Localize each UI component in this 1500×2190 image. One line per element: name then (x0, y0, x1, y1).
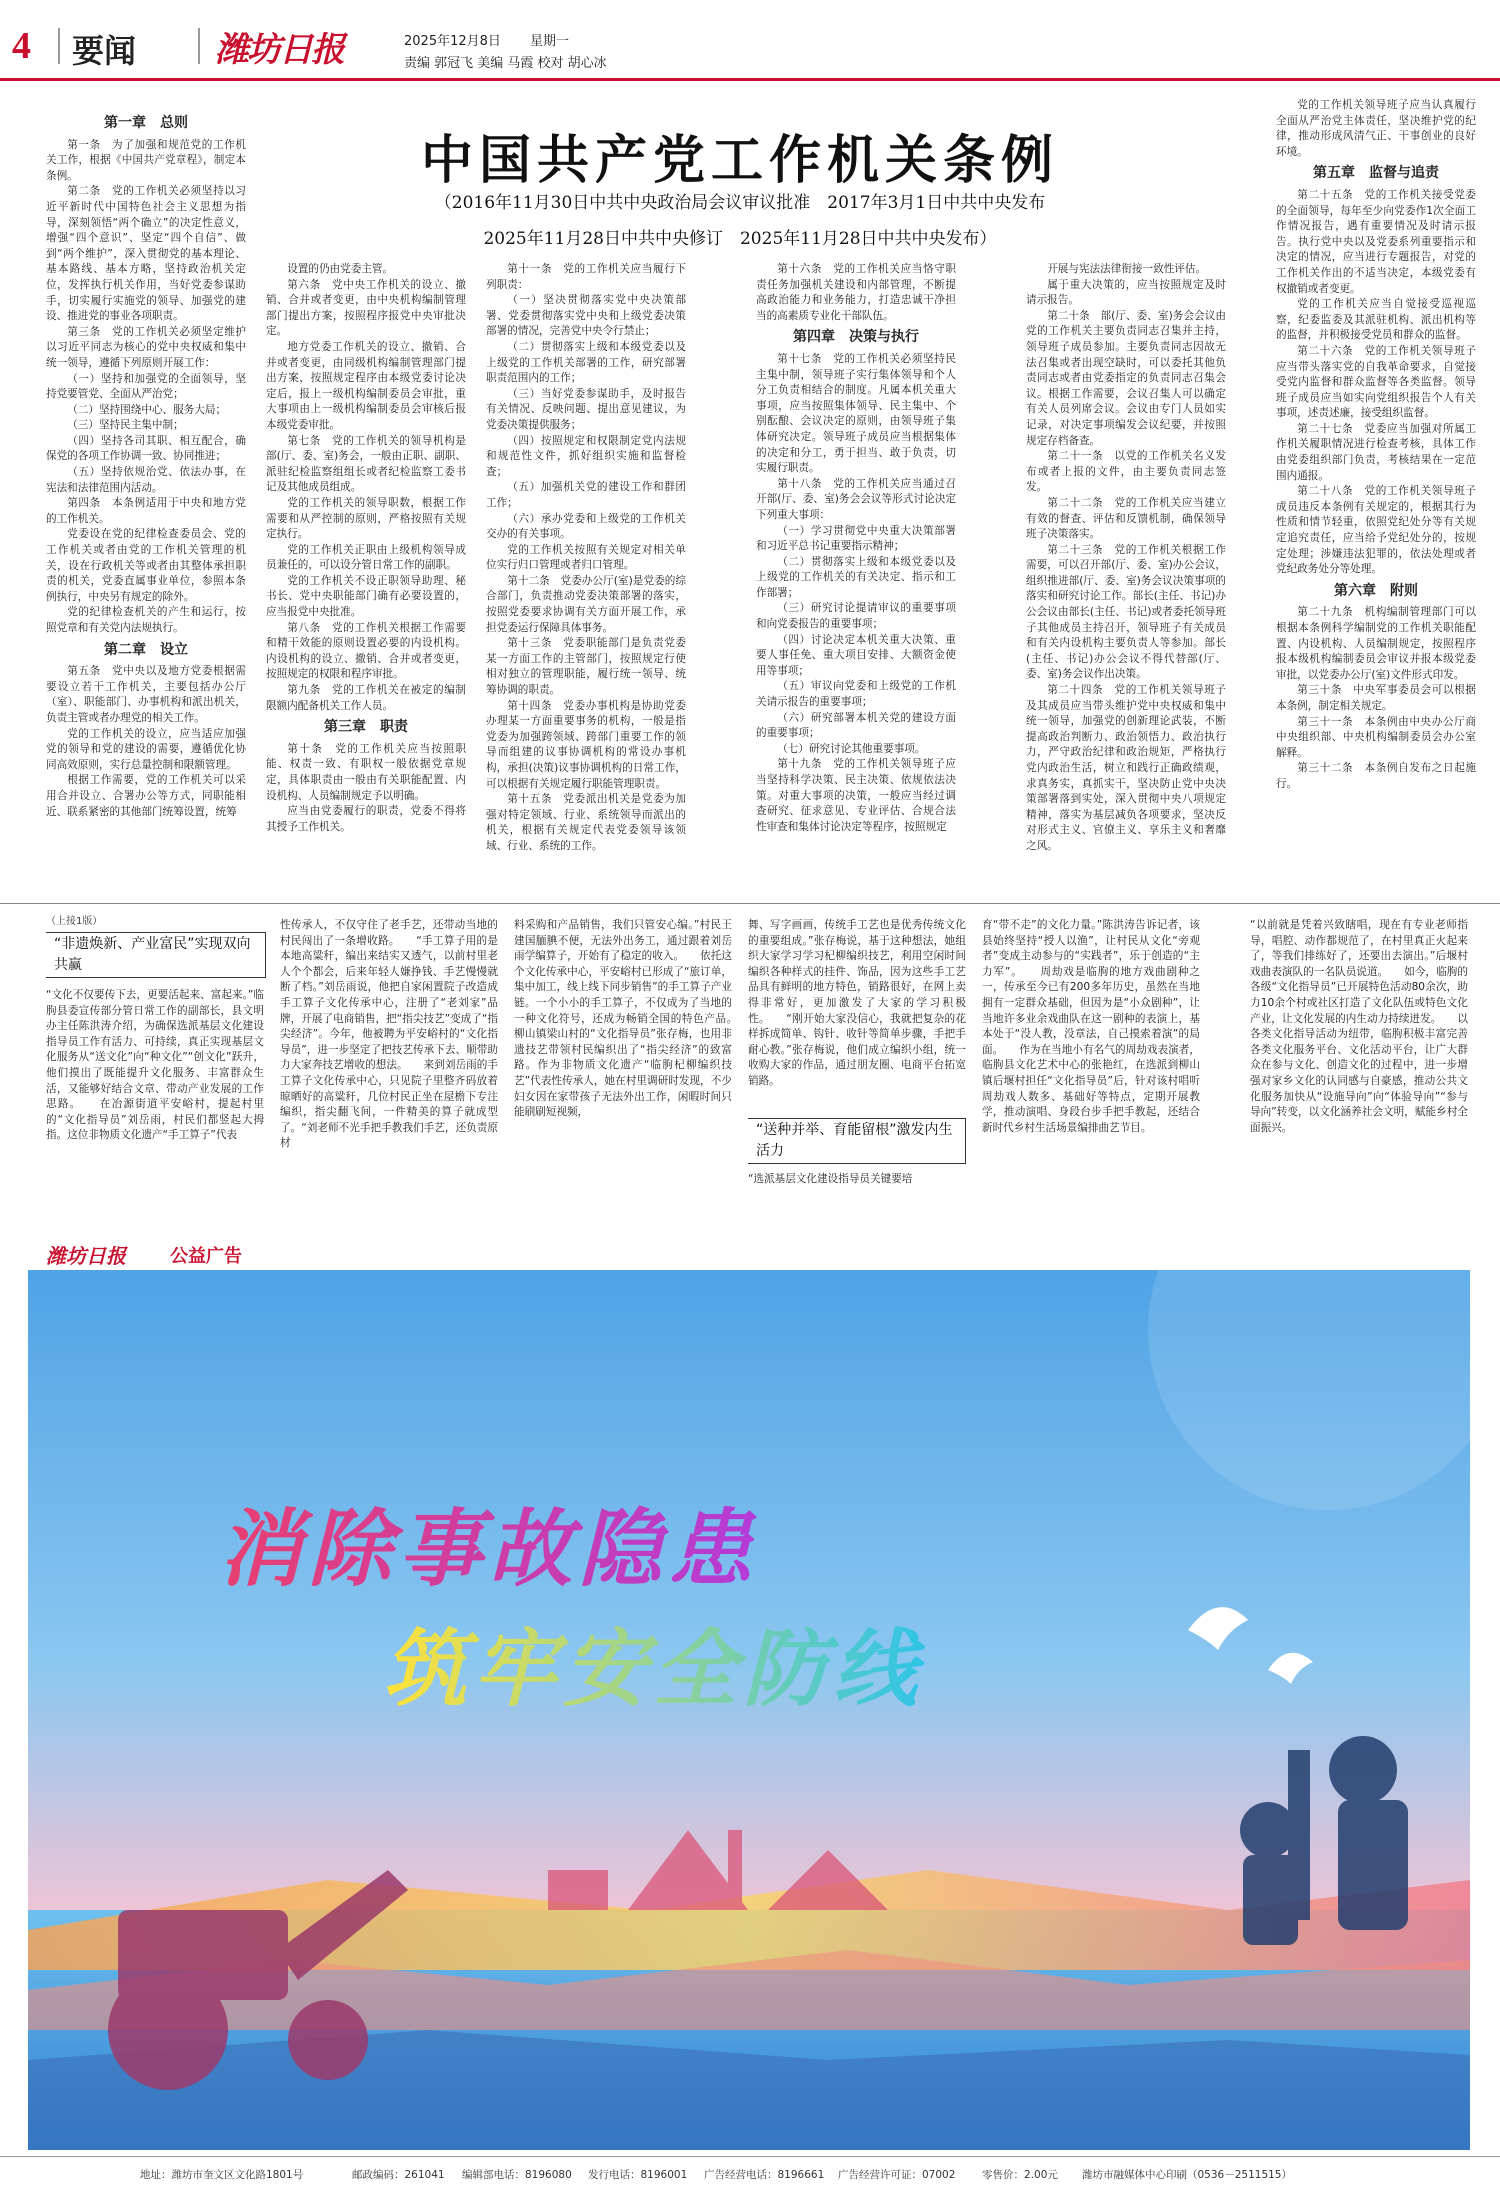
article-subtitle-2: 2025年11月28日中共中央修订 2025年11月28日中共中央发布） (483, 229, 997, 249)
divider (58, 28, 60, 64)
story-column-1: “文化不仅要传下去，更要活起来、富起来。”临朐县委宣传部分管日常工作的副部长，县文明办主任陈洪涛介绍，为确保选派基层文化建设指导员工作有活力、可持续，真正实现基层文化服务从“送文化”向“种文化”“创文化”跃升，他们摸出了既能提升文化服务、丰富群众生活，又能够好结合文章、带动产业发展的工作思路。 在冶源街道平安峪村，提起村里的“文化指导员”刘岳雨，村民们都竖起大拇指。这位非物质文化遗产“手工算子”代表 (46, 989, 264, 1142)
article-paragraph: 第二十条 部(厅、委、室)务会会议由党的工作机关主要负责同志召集并主持，领导班子成员参加。主要负责同志因故无法召集或者出现空缺时，可以委托其他负责同志或者由党委指定的负责同志召集会议。根据工作需要，会议召集人可以确定有关人员列席会议。会议由专门人员如实记录，对决定事项编发会议纪要，并按照规定存档备查。 (1026, 309, 1226, 447)
article-paragraph: 第十七条 党的工作机关必须坚持民主集中制，领导班子实行集体领导和个人分工负责相结合的制度。凡属本机关重大事项，应当按照集体领导、民主集中、个别酝酿、会议决定的原则，由领导班子集体研究决定。领导班子成员应当根据集体的决定和分工，勇于担当、敢于负责，切实履行职责。 (756, 352, 956, 475)
chapter-heading: 第一章 总则 (104, 115, 188, 131)
article-paragraph: （一）坚持和加强党的全面领导，坚持党要管党、全面从严治党； (46, 372, 246, 401)
article-column-5 (1026, 262, 1226, 898)
story-column-4: 舞、写字画画，传统手工艺也是优秀传统文化的重要组成。”张存梅说，基于这种想法，她组织大家学习学习杞柳编织技艺，利用空闲时间编织各种样式的挂件、饰品，因为这些手工艺品具有鲜明的地方特色，销路很好，在网上卖得非常好，更加激发了大家的学习积极性。 “刚开始大家没信心，我就把复杂的花样拆成简单、钩针、收针等简单步骤，手把手耐心教。”张存梅说，他们成立编织小组，统一收购大家的作品，通过朋友圈、电商平台拓宽销路。 (748, 919, 966, 1087)
article-paragraph: 第二十八条 党的工作机关领导班子成员违反本条例有关规定的，根据其行为性质和情节轻重，依照党纪处分等有关规定追究责任，应当给予党纪处分的，按规定处理；涉嫌违法犯罪的，依法处理或者党纪政务处分等处理。 (1276, 485, 1476, 576)
chapter-heading: 第四章 决策与执行 (793, 329, 919, 346)
article-paragraph: 第十八条 党的工作机关应当通过召开部(厅、委、室)务会会议等形式讨论决定下列重大事项： (756, 477, 956, 521)
article-paragraph: （五）审议向党委和上级党的工作机关请示报告的重要事项； (756, 680, 956, 709)
masthead (0, 0, 1500, 80)
public-service-ad (28, 1270, 1470, 2150)
weekday: 星期一 (530, 34, 570, 49)
article-paragraph: （一）坚决贯彻落实党中央决策部署、党委贯彻落实党中央和上级党委决策部署的情况，完善党中央令行禁止； (486, 294, 686, 338)
article-paragraph: 第三十条 中央军事委员会可以根据本条例，制定相关规定。 (1276, 684, 1476, 712)
article-paragraph: 第二十三条 党的工作机关根据工作需要，可以召开部(厅、委、室)办公会议，组织推进部(厅、委、室)务会议决策事项的落实和研究讨论工作。部长(主任、书记)办公会议由部长(主任、书记)或者委托领导班子其他成员主持召开，领导班子有关成员和有关内设机构主要负责人等参加。部长(主任、书记)办公会议不得代替部(厅、委、室)务会议作出决策。 (1026, 543, 1226, 681)
article-paragraph: 第七条 党的工作机关的领导机构是部(厅、委、室)务会，一般由正职、副职、派驻纪检监察组组长或者纪检监察工委书记及其他成员组成。 (266, 434, 466, 494)
footer-editorial-phone: 编辑部电话：8196080 (462, 2169, 572, 2181)
article-column-2 (266, 262, 466, 898)
article-paragraph: 第十九条 党的工作机关领导班子应当坚持科学决策、民主决策、依规依法决策。对重大事项的决策，一般应当经过调查研究、征求意见、专业评估、合规合法性审查和集体讨论决定等程序，按照规定 (756, 758, 956, 833)
article-column-1 (46, 110, 246, 898)
article-paragraph: 第二条 党的工作机关必须坚持以习近平新时代中国特色社会主义思想为指导，深刻领悟“两个确立”的决定性意义，增强“四个意识”、坚定“四个自信”、做到“两个维护”，深入贯彻党的基本理论、基本路线、基本方略，坚持政治机关定位，发挥执行机关作用，当好党委参谋助手，切实履行实施党的领导、加强党的建设、推进党的事业各项职责。 (46, 185, 246, 323)
article-paragraph: 第三十二条 本条例自发布之日起施行。 (1276, 762, 1476, 790)
article-paragraph: 第十四条 党委办事机构是协助党委办理某一方面重要事务的机构，一般是指党委为加强跨领域、跨部门重要工作的领导而组建的议事协调机构的常设办事机构，承担(决策)议事协调机构的日常工作，可以根据有关规定履行职能管理职责。 (486, 699, 686, 790)
article-paragraph: 第九条 党的工作机关在被定的编制限额内配备机关工作人员。 (266, 684, 466, 712)
story-column-6: “以前就是凭着兴致瞎唱，现在有专业老师指导，唱腔、动作都规范了，在村里真正火起来了，等我们排练好了，还要出去演出。”后堰村戏曲表演队的一名队员说道。 如今，临朐的各级“文化指导员”已开展特色活动80余次，助力10余个村或社区打造了文化队伍或特色文化产业，让文化发展的内生动力持续迸发。 以各类文化指导活动为纽带，临朐积极丰富完善各类文化服务平台、文化活动平台，让广大群众在参与文化、创造文化的过程中，进一步增强对家乡文化的认同感与自豪感，推动公共文化服务加快从“设施导向”向“体验导向”“参与导向”转变，以文化涵养社会文明，赋能乡村全面振兴。 (1250, 919, 1468, 1134)
article-paragraph: 党的工作机关应当自觉接受巡视巡察，纪委监委及其派驻机构、派出机构等的监督，并积极接受党员和群众的监督。 (1276, 298, 1476, 342)
article-paragraph: （六）承办党委和上级党的工作机关交办的有关事项。 (486, 512, 686, 541)
article-paragraph: 党的工作机关领导班子应当认真履行全面从严治党主体责任，坚决维护党的纪律，推动形成风清气正、干事创业的良好环境。 (1276, 99, 1476, 158)
article-paragraph: （二）贯彻落实上级和本级党委以及上级党的工作机关的有关决定、指示和工作部署； (756, 555, 956, 599)
article-paragraph: 党的工作机关正职由上级机构领导成员兼任的，可以设分管日常工作的副职。 (266, 543, 466, 572)
subhead-2-text: “送种并举、育能留根”激发内生活力 (748, 1118, 966, 1164)
article-paragraph: 党委设在党的纪律检查委员会、党的工作机关或者由党的工作机关管理的机关，设在行政机关等或者由其整体承担职责的机关，党委直属事业单位，参照本条例执行，中央另有规定的除外。 (46, 528, 246, 603)
article-paragraph: 第二十四条 党的工作机关领导班子及其成员应当带头维护党中央权威和集中统一领导，加强党的创新理论武装，不断提高政治判断力、政治领悟力、政治执行力，严守政治纪律和政治规矩，严格执行党内政治生活，树立和践行正确政绩观，求真务实，真抓实干，坚决防止党中央决策部署落到实处，深入贯彻中央八项规定精神，落实为基层减负各项要求，坚决反对形式主义、官僚主义、享乐主义和奢靡之风。 (1026, 684, 1226, 852)
newspaper-logo: 潍坊日报 (215, 30, 343, 70)
article-paragraph: （二）坚持围绕中心、服务大局； (67, 403, 227, 416)
article-column-6 (1276, 98, 1476, 898)
article-paragraph: 第十五条 党委派出机关是党委为加强对特定领域、行业、系统领导而派出的机关，根据有关规定代表党委领导该领域、行业、系统的工作。 (486, 793, 686, 852)
footer-postcode: 邮政编码：261041 (352, 2169, 445, 2181)
subhead-2 (748, 1118, 966, 1164)
story-column-4b: “选派基层文化建设指导员关键要培 (748, 1173, 913, 1185)
article-paragraph: 第十三条 党委职能部门是负责党委某一方面工作的主管部门，按照规定行使相对独立的管理职能，履行统一领导、统筹协调的职责。 (486, 637, 686, 697)
article-paragraph: 党的工作机关的领导职数，根据工作需要和从严控制的原则，严格按照有关规定执行。 (266, 496, 466, 541)
article-paragraph: 第一条 为了加强和规范党的工作机关工作，根据《中国共产党章程》，制定本条例。 (46, 138, 246, 182)
article-paragraph: 设置的仍由党委主管。 (287, 263, 394, 275)
article-paragraph: 第二十六条 党的工作机关领导班子应当带头落实党的自我革命要求，自觉接受党内监督和群众监督等各类监督。领导班子成员应当如实向党组织报告个人有关事项，述责述廉，接受组织监督。 (1276, 344, 1476, 420)
continued-tag: （上接1版） (46, 916, 103, 927)
footer (0, 2156, 1500, 2190)
article-paragraph: 第十二条 党委办公厅(室)是党委的综合部门，负责推动党委决策部署的落实，按照党委要求协调有关方面开展工作，承担党委运行保障具体事务。 (486, 574, 686, 634)
article-paragraph: 第十条 党的工作机关应当按照职能、权责一致、有职权一般依据党章规定，具体职责由一般由有关职能配置、内设机构、人员编制规定予以明确。 (266, 742, 466, 802)
ad-slogan-1: 消除事故隐患 (218, 1500, 759, 1598)
footer-circulation-phone: 发行电话：8196001 (588, 2169, 688, 2181)
article-paragraph: 根据工作需要，党的工作机关可以采用合并设立、合署办公等方式，同职能相近、联系紧密的其他部门统筹设置，统筹 (46, 774, 246, 818)
story-column-5: 育“带不走”的文化力量。”陈洪涛告诉记者，该县始终坚持“授人以渔”，让村民从文化“旁观者”变成主动参与的“实践者”，乐于创造的“主力军”。 周劫戏是临朐的地方戏曲剧种之一，传承至今已有200多年历史，虽然在当地拥有一定群众基础，但因为是“小众剧种”，让当地许多业余戏曲队在这一剧种的表演上，基本处于“没人教，没章法，自己摸索着演”的局面。 作为在当地小有名气的周劫戏表演者，临朐县文化艺术中心的张艳红，在选派到柳山镇后堰村担任“文化指导员”后，针对该村唱听周劫戏人数多、基础好等特点，定期开展教学，推动演唱、身段台步手把手教起，还结合新时代乡村生活场景编排曲艺节目。 (982, 919, 1200, 1134)
footer-ad-phone: 广告经营电话：8196661 (704, 2169, 825, 2181)
page-number: 4 (12, 25, 31, 67)
article-paragraph: 第二十五条 党的工作机关接受党委的全面领导，每年至少向党委作1次全面工作情况报告，遇有重要情况及时请示报告。执行党中央以及党委系列重要指示和决定的情况，应当进行专题报告，对党的工作机关作出的不适当决定，本级党委有权撤销或者变更。 (1276, 188, 1476, 295)
section-title: 要闻 (72, 32, 137, 70)
section-divider (0, 903, 1500, 904)
article-paragraph: 第十六条 党的工作机关应当恪守职责任务加强机关建设和内部管理，不断提高政治能力和业务能力，打造忠诚干净担当的高素质专业化干部队伍。 (756, 263, 956, 322)
header-rule (0, 78, 1500, 81)
article-paragraph: （一）学习贯彻党中央重大决策部署和习近平总书记重要指示精神； (756, 524, 956, 553)
article-paragraph: 第四条 本条例适用于中央和地方党的工作机关。 (46, 497, 246, 525)
article-paragraph: （六）研究部署本机关党的建设方面的重要事项； (756, 711, 956, 740)
article-paragraph: 属于重大决策的，应当按照规定及时请示报告。 (1026, 278, 1226, 307)
ad-label: 公益广告 (170, 1246, 242, 1267)
article-paragraph: 应当由党委履行的职责，党委不得将其授予工作机关。 (266, 805, 466, 833)
footer-ad-license: 广告经营许可证：07002 (838, 2169, 956, 2181)
footer-address: 地址：潍坊市奎文区文化路1801号 (140, 2169, 304, 2181)
article-title: 中国共产党工作机关条例 (420, 131, 1059, 191)
article-paragraph: 党的纪律检查机关的产生和运行，按照党章和有关党内法规执行。 (46, 606, 246, 634)
article-paragraph: 第十一条 党的工作机关应当履行下列职责： (486, 263, 686, 291)
chapter-heading: 第二章 设立 (104, 641, 188, 658)
article-paragraph: （四）按照规定和权限制定党内法规和规范性文件，抓好组织实施和监督检查； (486, 434, 686, 478)
article-paragraph: 第二十二条 党的工作机关应当建立有效的督查、评估和反馈机制，确保领导班子决策落实。 (1026, 496, 1226, 541)
article-paragraph: （五）加强机关党的建设工作和群团工作； (486, 481, 686, 509)
article-paragraph: 第三条 党的工作机关必须坚定维护以习近平同志为核心的党中央权威和集中统一领导，遵循下列原则开展工作： (46, 325, 246, 369)
article-paragraph: （七）研究讨论其他重要事项。 (777, 742, 926, 755)
article-paragraph: 第三十一条 本条例由中央办公厅商中央组织部、中央机构编制委员会办公室解释。 (1276, 715, 1476, 759)
article-paragraph: 开展与宪法法律衔接一致性评估。 (1047, 263, 1207, 275)
article-paragraph: 第二十七条 党委应当加强对所属工作机关履职情况进行检查考核，具体工作由党委组织部门负责，考核结果在一定范围内通报。 (1276, 422, 1476, 482)
article-paragraph: （四）讨论决定本机关重大决策、重要人事任免、重大项目安排、大额资金使用等事项； (756, 633, 956, 677)
article-paragraph: （五）坚持依规治党、依法办事，在宪法和法律范围内活动。 (46, 466, 246, 494)
chapter-heading: 第五章 监督与追责 (1313, 165, 1439, 182)
article-paragraph: （三）当好党委参谋助手，及时报告有关情况、反映问题、提出意见建议，为党委决策提供服务； (486, 387, 686, 431)
chapter-heading: 第三章 职责 (324, 719, 408, 736)
divider (198, 28, 200, 64)
article-paragraph: 第二十九条 机构编制管理部门可以根据本条例科学编制党的工作机关职能配置、内设机构、人员编制规定，按照程序报本级机构编制委员会审议并报本级党委审批，以党委办公厅(室)文件形式印发。 (1276, 606, 1476, 681)
story-column-3: 料采购和产品销售，我们只管安心编。”村民王建国腼腆不便，无法外出务工，通过跟着刘岳雨学编算子，开始有了稳定的收入。 依托这个文化传承中心，平安峪村已形成了“旅订单，集中加工，线上线下同步销售”的手工算子产业链。一个小小的手工算子，不仅成为了当地的一种文化符号，还成为畅销全国的特色产品。 柳山镇梁山村的“文化指导员”张存梅，也用非遗技艺带领村民编织出了“指尖经济”的致富路。作为非物质文化遗产“临朐杞柳编织技艺”代表性传承人，她在村里调研时发现，不少妇女因在家带孩子无法外出工作，闲暇时间只能刷刷短视频， (514, 919, 754, 1119)
ad-illustration (28, 1270, 1470, 2150)
article-paragraph: 第六条 党中央工作机关的设立、撤销、合并或者变更，由中央机构编制管理部门提出方案，按照程序报党中央审批决定。 (266, 278, 466, 338)
article-paragraph: 地方党委工作机关的设立、撤销、合并或者变更，由同级机构编制管理部门提出方案，按照规定程序由本级党委讨论决定后，报上一级机构编制委员会审批，重大事项由上一级机构编制委员会审核后报本级党委审批。 (266, 340, 466, 431)
article-paragraph: 党的工作机关的设立，应当适应加强党的领导和党的建设的需要，遵循优化协同高效原则，实行总量控制和限额管理。 (46, 727, 246, 771)
article-paragraph: （三）坚持民主集中制； (67, 419, 184, 432)
article-paragraph: （三）研究讨论提请审议的重要事项和向党委报告的重要事项； (756, 602, 956, 631)
story-column-2: 性传承人，不仅守住了老手艺，还带动当地的村民闯出了一条增收路。 “手工算子用的是本地高粱秆，编出来结实又透气，以前村里老人个个都会，后来年轻人嫌挣钱、手艺慢慢就断了档。”刘岳雨说，他把自家闲置院子改造成手工算子文化传承中心，注册了“老刘家”品牌，开展了电商销售，把“指尖技艺”变成了“指尖经济”。今年，他被聘为平安峪村的“文化指导员”，进一步坚定了把技艺传承下去、顺带助力大家奔技艺增收的想法。 来到刘岳雨的手工算子文化传承中心，只见院子里整齐码放着晾晒好的高粱秆，几位村民正坐在屋檐下专注编织，指尖翻飞间，一件精美的算子就成型了。“刘老师不光手把手教我们手艺，还负责原材 (280, 919, 498, 1150)
subhead-1 (46, 932, 266, 978)
article-paragraph: （二）贯彻落实上级和本级党委以及上级党的工作机关部署的工作，研究部署职责范围内的工作； (486, 340, 686, 385)
article-paragraph: （四）坚持各司其职、相互配合，确保党的各项工作协调一致、协同推进； (46, 434, 246, 463)
issue-date: 2025年12月8日 (404, 34, 501, 49)
article-paragraph: 党的工作机关按照有关规定对相关单位实行归口管理或者归口管理。 (486, 543, 686, 572)
article-column-3 (486, 262, 686, 898)
footer-price: 零售价：2.00元 (982, 2169, 1058, 2181)
editor-credits: 责编 郭冠飞 美编 马霞 校对 胡心冰 (404, 56, 607, 71)
chapter-heading: 第六章 附则 (1334, 582, 1418, 599)
article-subtitle-1: （2016年11月30日中共中央政治局会议审议批准 2017年3月1日中共中央发布 (434, 193, 1046, 213)
article-paragraph: 第二十一条 以党的工作机关名义发布或者上报的文件，由主要负责同志签发。 (1026, 450, 1226, 494)
subhead-1-text: “非遗焕新、产业富民”实现双向共赢 (46, 932, 266, 978)
article-paragraph: 第五条 党中央以及地方党委根据需要设立若干工作机关，主要包括办公厅（室）、职能部门、办事机构和派出机关，负责主管或者办理党的相关工作。 (46, 665, 246, 724)
ad-slogan-2: 筑牢安全防线 (383, 1620, 924, 1718)
ad-newspaper-logo: 潍坊日报 (46, 1244, 126, 1268)
article-paragraph: 第八条 党的工作机关根据工作需要和精干效能的原则设置必要的内设机构。内设机构的设立、撤销、合并或者变更，按照规定的权限和程序审批。 (266, 621, 466, 681)
article-paragraph: 党的工作机关不设正职领导助理、秘书长、党中央职能部门确有必要设置的，应当报党中央批准。 (266, 574, 466, 619)
footer-printer: 潍坊市融媒体中心印刷（0536－2511515） (1082, 2169, 1292, 2181)
article-column-4 (756, 262, 956, 898)
